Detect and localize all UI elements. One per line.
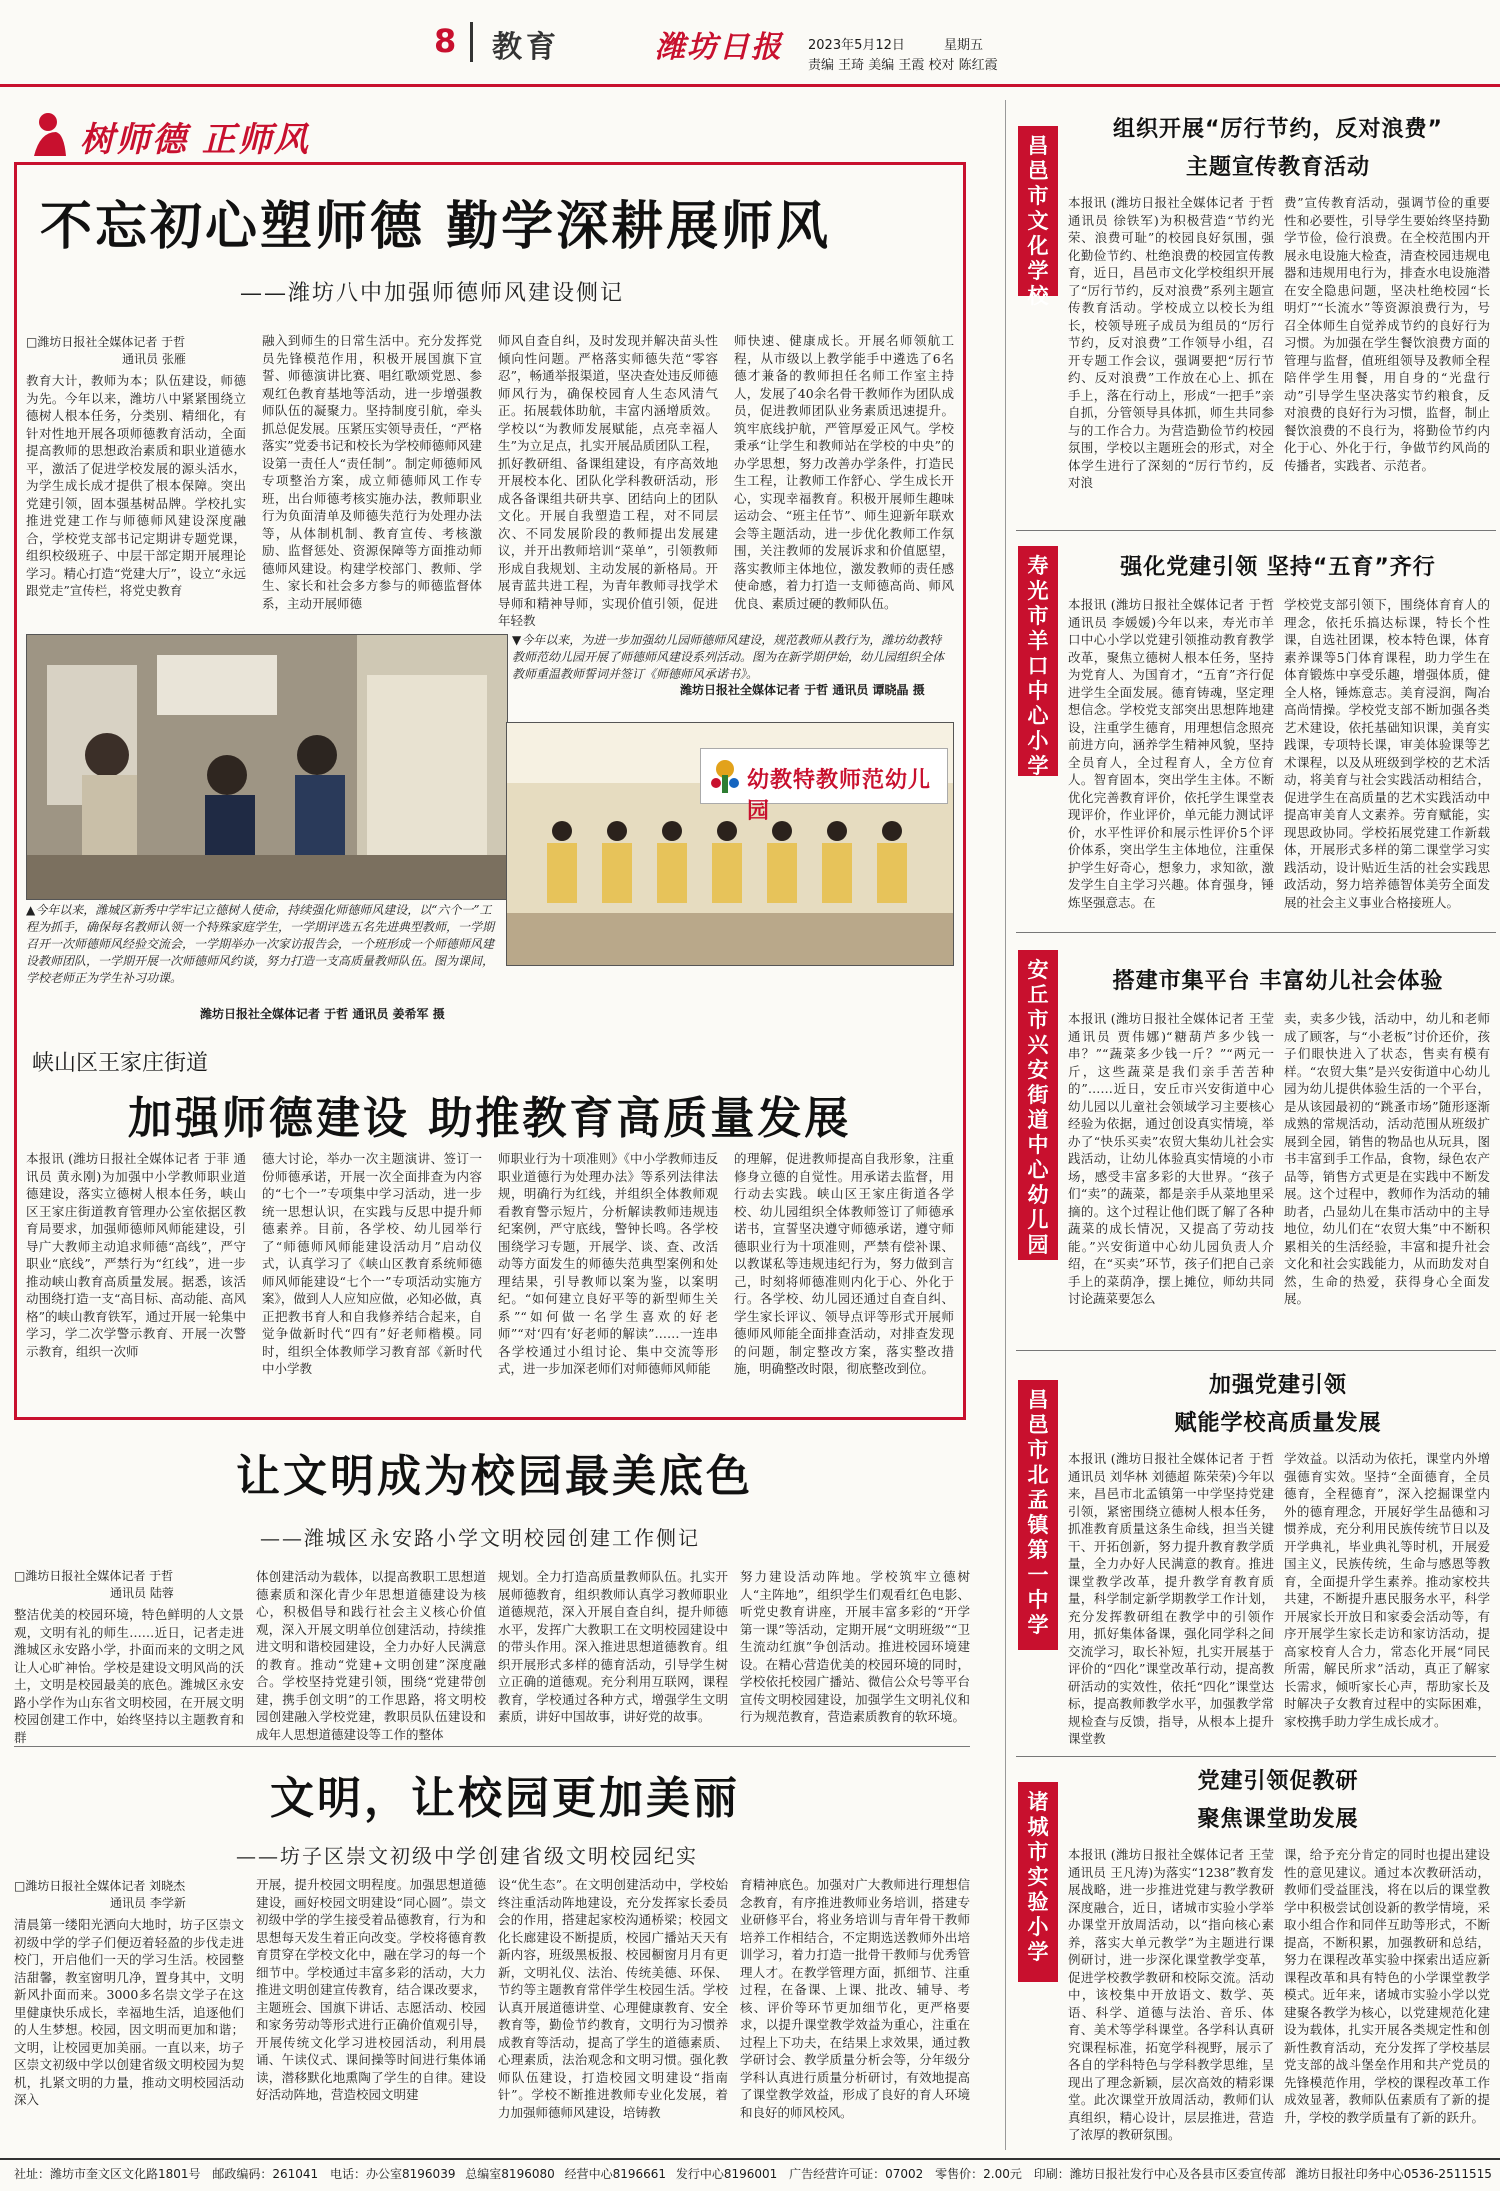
- article1-col2: 融入到师生的日常生活中。充分发挥党员先锋模范作用，积极开展国旗下宣誓、师德演讲比赛、唱红歌颂党恩、参观红色教育基地等活动，进一步增强教师队伍的凝聚力。坚持制度引航，牵头抓总促发展。压紧压实领导责任，“严格落实”党委书记和校长为学校师德师风建设第一责任人“责任制”。制定师德师风专项整治方案，成立师德师风工作专班，出台师德考核实施办法，教师职业行为负面清单及师德失范行为处理办法等，从体制机制、教育宣传、考核激励、监督惩处、资源保障等方面推动师德师风建设。构建学校部门、教师、学生、家长和社会多方参与的师德监督体系，主动开展师德: [262, 333, 482, 611]
- right-divider: [1016, 530, 1496, 531]
- article3-subtitle: ——潍城区永安路小学文明校园创建工作侧记: [260, 1526, 700, 1550]
- page-number: 8: [434, 22, 457, 60]
- r5-col1: 本报讯 (潍坊日报社全媒体记者 王莹 通讯员 王凡涛)为落实“1238”教育发展战略，进一步推进党建与教学教研深度融合，近日，诸城市实验小学举办课堂开放周活动，以“指向核心素养，落实大单元教学”为主题进行课例研讨，进一步深化课堂教学变革，促进学校教学教研和校际交流。活动中，该校集中开放语文、数学、英语、科学、道德与法治、音乐、体育、美术等学科课堂。各学科认真研究课程标准，拓宽学科视野，展示了各自的学科特色与学科教学思维，呈现出了理念新颖，层次高效的精彩课堂。此次课堂开放周活动，教师们认真组织，精心设计，层层推进，营造了浓厚的教研氛围。: [1068, 1847, 1274, 2142]
- right-divider: [1016, 1350, 1496, 1351]
- article3-title: 让文明成为校园最美底色: [236, 1451, 753, 1502]
- article2-col4: 的理解，促进教师提高自我形象，注重修身立德的自觉性。用承诺去监督，用行动去实践。峡山区王家庄街道各学校、幼儿园组织全体教师签订了师德承诺书，宣誓坚决遵守师德承诺，遵守师德职业行为十项准则，严禁有偿补课、以教谋私等违规违纪行为，努力做到言己，时刻将师德准则内化于心、外化于行。各学校、幼儿园还通过自查自纠、学生家长评议、领导点评等形式开展师德师风师能全面排查活动，对排查发现的问题，制定整改方案，落实整改措施，明确整改时限，彻底整改到位。: [734, 1151, 954, 1376]
- section-name: 教育: [492, 30, 560, 65]
- byline-reporter: □潍坊日报社全媒体记者 于哲: [14, 1569, 174, 1583]
- r4-title-line2: 赋能学校高质量发展: [1174, 1411, 1382, 1436]
- byline-correspondent: 通讯员 陆蓉: [110, 1586, 174, 1600]
- article4-subtitle: ——坊子区崇文初级中学创建省级文明校园纪实: [236, 1844, 698, 1868]
- article3-col2: 体创建活动为载体，以提高教职工思想道德素质和深化青少年思想道德建设为核心，积极倡导和践行社会主义核心价值观，深入开展文明单位创建活动，持续推进文明和谐校园建设，全力办好人民满意的教育。推动“党建+文明创建”深度融合。学校坚持党建引领，围绕“党建带创建，携手创文明”的工作思路，将文明校园创建融入学校党建，教职员队伍建设和成年人思想道德建设等工作的整体: [256, 1569, 486, 1742]
- editors-line: 责编 王琦 美编 王霞 校对 陈红霞: [808, 58, 998, 73]
- r2-col2: 学校党支部引领下，围绕体育育人的理念，依托乐搞达标课，特长个性课，自选社团课，校本特色课，体育素养课等5门体育课程，助力学生在体育锻炼中享受乐趣，增强体质，健全人格，锤炼意志。美育浸润，陶冶高尚情操。学校党支部不断加强各类艺术建设，依托基础知识课，美育实践课，专项特长课，审美体验课等艺术课程，以及从班级到学校的艺术活动，将美育与社会实践活动相结合，促进学生在高质量的艺术实践活动中提高审美育人文素养。劳育赋能，实现思政协同。学校拓展党建工作新载体，开展形式多样的第二课堂学习实践活动，设计贴近生活的社会实践思政活动，努力培养德智体美劳全面发展的社会主义事业合格接班人。: [1284, 597, 1490, 910]
- footer-postcode: 邮政编码：261041: [212, 2167, 319, 2181]
- article2-col1: 本报讯 (潍坊日报社全媒体记者 于菲 通讯员 黄永刚)为加强中小学教师职业道德建设，落实立德树人根本任务，峡山区王家庄街道教育管理办公室依据区教育局要求，加强师德师风师能建设，引导广大教师主动追求师德“高线”，严守职业“底线”，严禁行为“红线”，进一步推动峡山教育高质量发展。据悉，该活动围绕打造一支“高目标、高动能、高风格”的峡山教育铁军，通过开展一轮集中学习，学二次学警示教育、开展一次警示教育，组织一次师: [26, 1151, 246, 1359]
- r5-col2: 课，给予充分肯定的同时也提出建设性的意见建议。通过本次教研活动，教师们受益匪浅，将在以后的课堂教学中积极尝试创设新的教学情境，采取小组合作和同伴互助等形式，不断提高，不断积累，加强教研和总结，努力在课程改革实验中探索出适应新课程改革和具有特色的小学课堂教学模式。近年来，诸城市实验小学以党建聚各教学为核心，以党建规范化建设为载体，扎实开展各类规定性和创新性教育活动，充分发挥了学校基层党支部的战斗堡垒作用和共产党员的先锋模范作用，学校的课程改革工作成效显著，教师队伍素质有了新的提升，学校的教学质量有了新的跃升。: [1284, 1847, 1490, 2125]
- issue-weekday: 星期五: [944, 38, 984, 53]
- r4-school-label: 昌邑市北孟镇第一中学: [1018, 1380, 1058, 1650]
- article2-col3: 师职业行为十项准则》《中小学教师违反职业道德行为处理办法》等系列法律法规，明确行为红线，并组织全体教师观看教育警示短片，分析解读教师违规违纪案例，严守底线，警钟长鸣。各学校围绕学习专题，开展学、谈、查、改活动等方面发生的师德失范典型案例和处理结果，引导教师以案为鉴，以案明纪。“如何建立良好平等的新型师生关系”“如何做一名学生喜欢的好老师”“对‘四有’好老师的解读”……一连串各学校通过小组讨论、集中交流等形式，进一步加深老师们对师德师风师能: [498, 1151, 718, 1376]
- article1-title: 不忘初心塑师德 勤学深耕展师风: [40, 197, 832, 257]
- byline-reporter: □潍坊日报社全媒体记者 于哲: [26, 335, 186, 349]
- footer-hotline: 潍坊日报社印务中心0536-2511515: [1295, 2167, 1492, 2181]
- kindergarten-sign-text: 幼教特教师范幼儿园: [747, 768, 932, 824]
- r1-col2: 费”宣传教育活动，强调节俭的重要性和必要性，引导学生要始终坚持勤学节俭，俭行浪费。在全校范围内开展永电设施大检查，清查校园违规电器和违规用电行为，排查水电设施潜在安全隐患问题，坚决杜绝校园“长明灯”“长流水”等资源浪费行为，号召全体师生自觉养成节约的良好行为习惯。为加强在学生餐饮浪费方面的管理与监督，值班组领导及教师全程陪伴学生用餐，用自身的“光盘行动”引导学生坚决落实节约粮食，反对浪费的良好行为习惯，监督，制止餐饮浪费的不良行为，将勤俭节约内化于心、外化于行，争做节约风尚的传播者，实践者、示范者。: [1284, 195, 1490, 473]
- r3-col1: 本报讯 (潍坊日报社全媒体记者 王莹 通讯员 贾伟娜)“糖葫芦多少钱一串？”“蔬菜多少钱一斤？”“两元一斤，这些蔬菜是我们亲手苦苦种的”……近日，安丘市兴安街道中心幼儿园以儿童社会领域学习主要核心经验为依据，通过创设真实情境，举办了“快乐买卖”农贸大集幼儿社会实践活动，让幼儿体验真实情境的小市场，感受丰富多彩的大世界。“孩子们“卖”的蔬菜，都是亲手从菜地里采摘的。这个过程让他们既了解了各种蔬菜的成长情况，又提高了劳动技能。”兴安街道中心幼儿园负责人介绍，在“买卖”环节，孩子们把自己亲手上的菜荫净，摆上摊位，师幼共同讨论蔬菜要怎么: [1068, 1011, 1274, 1306]
- byline-correspondent: 通讯员 李学新: [110, 1896, 186, 1910]
- footer-phone-edit: 总编室8196080: [465, 2167, 555, 2181]
- kindergarten-logo-icon: [707, 757, 743, 799]
- column-banner: 树师德 正师风: [80, 120, 310, 160]
- r4-title-line1: 加强党建引领: [1208, 1373, 1347, 1398]
- header-rule: [0, 84, 1500, 87]
- byline-correspondent: 通讯员 张雁: [122, 352, 186, 366]
- r1-title-line2: 主题宣传教育活动: [1185, 155, 1370, 180]
- byline-reporter: □潍坊日报社全媒体记者 刘晓杰: [14, 1879, 186, 1893]
- photo-right-credit: 潍坊日报社全媒体记者 于哲 通讯员 谭晓晶 摄: [680, 683, 925, 697]
- photo-left-credit: 潍坊日报社全媒体记者 于哲 通讯员 姜希军 摄: [200, 1007, 445, 1021]
- r3-title: 搭建市集平台 丰富幼儿社会体验: [1112, 969, 1444, 994]
- footer-price: 零售价：2.00元: [935, 2167, 1022, 2181]
- article3-col3: 规划。全力打造高质量教师队伍。扎实开展师德教育，组织教师认真学习教师职业道德规范，深入开展自查自纠，提升师德水平，发挥广大教职工在文明校园建设中的带头作用。深入推进思想道德教育。组织开展形式多样的德育活动，引导学生树立正确的道德观。充分利用互联网，课程教育，学校通过各种方式，增强学生文明素质，讲好中国故事，讲好党的故事。: [498, 1569, 728, 1724]
- r3-col2: 卖，卖多少钱，活动中，幼儿和老师成了顾客，与“小老板”讨价还价，孩子们眼快进入了状态，售卖有模有样。“农贸大集”是兴安街道中心幼儿园为幼儿提供体验生活的一个平台，是从该园最初的“跳蚤市场”随形逐渐成熟的常规活动，活动范围从班级扩展到全园，销售的物品也从玩具，图书丰富到手工作品，食物，绿色农产品等，销售方式更是在实践中不断发展。这个过程中，教师作为活动的辅助者，凸显幼儿在集市活动中的主导地位，幼儿们在“农贸大集”中不断积累相关的生活经验，丰富和提升社会文化和社会实践能力，从而助发对自然，生命的热爱，获得身心全面发展。: [1284, 1011, 1490, 1306]
- footer-phone-office: 电话：办公室8196039: [330, 2167, 456, 2181]
- footer-phone-dist: 发行中心8196001: [675, 2167, 778, 2181]
- r2-title: 强化党建引领 坚持“五育”齐行: [1120, 555, 1436, 580]
- footer-printing: 印刷：潍坊日报社发行中心及各县市区委宣传部: [1033, 2167, 1286, 2181]
- footer: [0, 2158, 1500, 2191]
- r2-school-label: 寿光市羊口中心小学: [1018, 546, 1058, 776]
- photo-right-caption: ▼今年以来，为进一步加强幼儿园师德师风建设，规范教师从教行为，潍坊幼教特教师范幼儿园开展了师德师风建设系列活动。图为在新学期伊始，幼儿园组织全体教师重温教师誓词并签订《师德师风承诺书》。: [512, 633, 945, 681]
- photo-classroom-tutoring: [26, 634, 508, 900]
- r3-school-label: 安丘市兴安街道中心幼儿园: [1018, 950, 1058, 1260]
- kindergarten-sign: [700, 748, 948, 824]
- article2-col2: 德大讨论，举办一次主题演讲、签订一份师德承诺，开展一次全面排查为内容的“七个一”专项集中学习活动，进一步统一思想认识，在实践与反思中提升师德素养。目前，各学校、幼儿园举行了“师德师风师能建设活动月”启动仪式，认真学习了《峡山区教育系统师德师风师能建设“七个一”专项活动实施方案》，做到人人应知应做，必知必做，真正把教书育人和自我修养结合起来，自觉争做新时代“四有”好老师楷模。同时，组织全体教师学习教育部《新时代中小学教: [262, 1151, 482, 1376]
- article4-title: 文明，让校园更加美丽: [270, 1773, 740, 1824]
- right-divider: [1016, 1756, 1496, 1757]
- banner-figure-icon: [26, 110, 74, 162]
- footer-address: 社址：潍坊市奎文区文化路1801号: [14, 2167, 201, 2181]
- r1-col1: 本报讯 (潍坊日报社全媒体记者 于哲 通讯员 徐铁军)为积极营造“节约光荣、浪费可耻”的校园良好氛围，强化勤俭节约、杜绝浪费的校园宣传教育，近日，昌邑市文化学校组织开展了“厉行节约，反对浪费”系列主题宣传教育活动。学校成立以校长为组长，校领导班子成员为组员的“厉行节约，反对浪费”工作领导小组，召开专题工作会议，强调要把“厉行节约、反对浪费”工作放在心上、抓在手上，落在行动上，形成“一把手”亲自抓，分管领导具体抓，师生共同参与的工作合力。为营造勤俭节约校园氛围，学校以主题班会的形式，对全体学生进行了深刻的“厉行节约，反对浪: [1068, 195, 1274, 490]
- article1-subtitle: ——潍坊八中加强师德师风建设侧记: [240, 281, 625, 306]
- article4-byline: [14, 1878, 234, 1912]
- right-column-rule: [1005, 100, 1006, 2150]
- r5-title-line2: 聚焦课堂助发展: [1197, 1807, 1359, 1832]
- r1-school-label: 昌邑市文化学校: [1018, 126, 1058, 296]
- r2-col1: 本报讯 (潍坊日报社全媒体记者 于哲 通讯员 李媛媛)今年以来，寿光市羊口中心小学以党建引领推动教育教学改革，聚焦立德树人根本任务，坚持为党育人、为国育才，“五育”齐行促进学生全面发展。德育铸魂，坚定理想信念。学校党支部突出思想阵地建设，注重学生德育，用理想信念照亮前进方向，涵养学生精神风貌，坚持全员育人，全过程育人，全方位育人。智育固本，突出学生主体。不断优化完善教育评价，依托学生课堂表现评价，作业评价，单元能力测试评价，水平性评价和展示性评价5个评价体系，突出学生主体地位，注重保护学生好奇心，想象力，求知欲，激发学生自主学习兴趣。体育强身，锤炼坚强意志。在: [1068, 597, 1274, 910]
- issue-date: 2023年5月12日: [808, 38, 905, 53]
- article1-col1: 教育大计，教师为本；队伍建设，师德为先。今年以来，潍坊八中紧紧围绕立德树人根本任务，分类别、精细化，有针对性地开展各项师德教育活动，全面提高教师的思想政治素质和职业道德水平，激活了促进学校发展的源头活水，为学生成长成才提供了根本保障。突出党建引领，固本强基树品牌。学校扎实推进党建工作与师德师风建设深度融合，学校党支部书记定期讲专题党课，组织校级班子、中层干部定期开展理论学习。精心打造“党建大厅”，设立“永远跟党走”宣传栏，将党史教育: [26, 373, 246, 598]
- photo-left-caption: ▲今年以来，潍城区新秀中学牢记立德树人使命，持续强化师德师风建设，以“六个一”工程为抓手，确保每名教师认领一个特殊家庭学生，一学期评选五名先进典型教师，一学期召开一次师德师风经验交流会，一学期举办一次家访报告会，一个班形成一个师德师风建设教师团队，一学期开展一次师德师风约谈，努力打造一支高质量教师队伍。图为课间，学校老师正为学生补习功课。: [26, 903, 495, 985]
- r5-title-line1: 党建引领促教研: [1197, 1769, 1359, 1794]
- article4-col3: 设“优生态”。在文明创建活动中，学校始终注重活动阵地建设，充分发挥家长委员会的作用，搭建起家校沟通桥梁；校园文化长廊建设不断提质，校园广播站天天有新内容，班级黑板报、校园橱窗月月有更新，文明礼仪、法治、传统美德、环保、节约等主题教育常伴学生校园生活。学校认真开展道德讲堂、心理健康教育、安全教育等，勤俭节约教育，文明行为习惯养成教育等活动，提高了学生的道德素质、心理素质，法治观念和文明习惯。强化教师队伍建设，打造校园文明建设“指南针”。学校不断推进教师专业化发展，着力加强师德师风建设，培铸教: [498, 1877, 728, 2120]
- article4-col4: 育精神底色。加强对广大教师进行理想信念教育，有序推进教师业务培训，搭建专业研修平台，将业务培训与青年骨干教师培养工作相结合，不定期选送教师外出培训学习，着力打造一批骨干教师与优秀管理人才。在教学管理方面，抓细节、注重过程，在备课、上课、批改、辅导、考核、评价等环节更加细节化，更严格要求，以提升课堂教学效益为重心，注重在过程上下功夫，在结果上求效果，通过教学研讨会、教学质量分析会等，分年级分学科认真进行质量分析研讨，有效地提高了课堂教学效益，形成了良好的育人环境和良好的师风校风。: [740, 1877, 970, 2120]
- newspaper-logo: 潍坊日报: [655, 30, 783, 65]
- article1-col4: 师快速、健康成长。开展名师领航工程，从市级以上教学能手中遴选了6名德才兼备的教师担任名师工作室主持人，发展了40余名骨干教师作为团队成员，促进教师团队业务素质迅速提升。筑牢底线护航，严管厚爱正风气。学校秉承“让学生和教师站在学校的中央”的办学思想，努力改善办学条件，打造民生工程，让教师工作舒心、学生成长开心，实现幸福教育。积极开展师生趣味运动会、“班主任节”、师生迎新年联欢会等主题活动，进一步优化教师工作氛围，关注教师的发展诉求和价值愿望，落实教师主体地位，激发教师的责任感使命感，着力打造一支师德高尚、师风优良、素质过硬的教师队伍。: [734, 333, 954, 611]
- article3-byline: [14, 1568, 234, 1602]
- article2-title: 加强师德建设 助推教育高质量发展: [128, 1093, 852, 1144]
- footer-phone-biz: 经营中心8196661: [564, 2167, 667, 2181]
- r1-title-line1: 组织开展“厉行节约，反对浪费”: [1113, 117, 1443, 142]
- r4-col2: 学效益。以活动为依托，课堂内外增强德育实效。坚持“全面德育，全员德育，全程德育”，深入挖掘课堂内外的德育理念，开展好学生品德和习惯养成，充分利用民族传统节日以及开学典礼，毕业典礼等时机，开展爱国主义，民族传统，生命与感恩等教育，全面提升学生素养。推动家校共共建，不断提升惠民服务水平，科学开展家长开放日和家委会活动等，有序开展学生家长走访和家访活动，提高家校育人合力，常态化开展“同民所需，解民所求”活动，真正了解家长需求，倾听家长心声，帮助家长及时解决子女教育过程中的实际困难，家校携手助力学生成长成才。: [1284, 1451, 1490, 1729]
- header-divider: [470, 22, 473, 62]
- article4-col1: 清晨第一缕阳光洒向大地时，坊子区崇文初级中学的学子们便迈着轻盈的步伐走进校门，开启他们一天的学习生活。校园整洁甜馨，教室窗明几净，置身其中，文明新风扑面而来。3000多名崇文学子在这里健康快乐成长，幸福地生活，追逐他们的人生梦想。校园，因文明而更加和谐；文明，让校园更加美丽。一直以来，坊子区崇文初级中学以创建省级文明校园为契机，扎紧文明的力量，推动文明校园活动深入: [14, 1917, 244, 2107]
- r4-col1: 本报讯 (潍坊日报社全媒体记者 于哲 通讯员 刘华林 刘德超 陈荣荣)今年以来，昌邑市北孟镇第一中学坚持党建引领，紧密围绕立德树人根本任务，抓准教育质量这条生命线，担当关键干、开拓创新，努力提升教育教学质量，全力办好人民满意的教育。推进课堂教学改革，提升教学育教育质量，科学制定新学期教学工作计划，充分发挥教研组在教学中的引领作用，抓好集体备课，强化同学科之间交流学习，取长补短，扎实开展基于评价的“四化”课堂改革行动，提高教研活动的实效性，依托“四化”课堂达标，提高教师教学水平，加强教学常规检查与反馈，指导，从根本上提升课堂教: [1068, 1451, 1274, 1746]
- article4-col2: 开展，提升校园文明程度。加强思想道德建设，画好校园文明建设“同心圆”。崇文初级中学的学生接受着品德教育，行为和思想每天发生着正向改变。学校将德育教育贯穿在学校文化中，融在学习的每一个细节中。学校通过丰富多彩的活动，大力推进文明创建宣传教育，结合课改要求，主题班会、国旗下讲话、志愿活动、校园和家务劳动等形式进行正确价值观引导，开展传统文化学习进校园活动，利用晨诵、午读仪式、课间操等时间进行集体诵读，潜移默化地熏陶了学生的自律。建设好活动阵地，营造校园文明建: [256, 1877, 486, 2102]
- article1-col3: 师风自查自纠，及时发现并解决苗头性倾向性问题。严格落实师德失范“零容忍”，畅通举报渠道，坚决查处违反师德师风行为，确保校园育人生态风清气正。拓展载体助航，丰富内涵增质效。学校以“为教师发展赋能，点亮幸福人生”为立足点，扎实开展品质团队工程，抓好教研组、备课组建设，有序高效地开展校本化、团队化学科教研活动，形成各备课组共研共享、团结向上的团队文化。开展自我塑造工程，对不同层次、不同发展阶段的教师提出发展建议，并开出教师培训“菜单”，引领教师形成自我规划、主动发展的新格局。开展青蓝共进工程，为青年教师寻找学术导师和精神导师，实现价值引领，促进年轻教: [498, 333, 718, 628]
- right-divider: [1016, 932, 1496, 933]
- footer-license: 广告经营许可证：07002: [789, 2167, 924, 2181]
- article3-col4: 努力建设活动阵地。学校筑牢立德树人“主阵地”，组织学生们观看红色电影、听党史教育讲座，开展丰富多彩的“开学第一课”等活动，定期开展“文明班级”“卫生流动红旗”争创活动。推进校园环境建设。在精心营造优美的校园环境的同时，学校依托校园广播站、微信公众号等平台宣传文明校园建设，加强学生文明礼仪和行为规范教育，营造素质教育的软环境。: [740, 1569, 970, 1724]
- article3-col1: 整洁优美的校园环境，特色鲜明的人文景观，文明有礼的师生……近日，记者走进潍城区永安路小学，扑面而来的文明之风让人心旷神怡。学校是建设文明风尚的沃土，文明是校园最美的底色。潍城区永安路小学作为山东省文明校园，在开展文明校园创建工作中，始终坚持以主题教育和群: [14, 1607, 244, 1745]
- r5-school-label: 诸城市实验小学: [1018, 1782, 1058, 1982]
- article2-kicker: 峡山区王家庄街道: [32, 1051, 209, 1076]
- article1-byline: [26, 334, 246, 368]
- article-divider: [14, 1746, 970, 1747]
